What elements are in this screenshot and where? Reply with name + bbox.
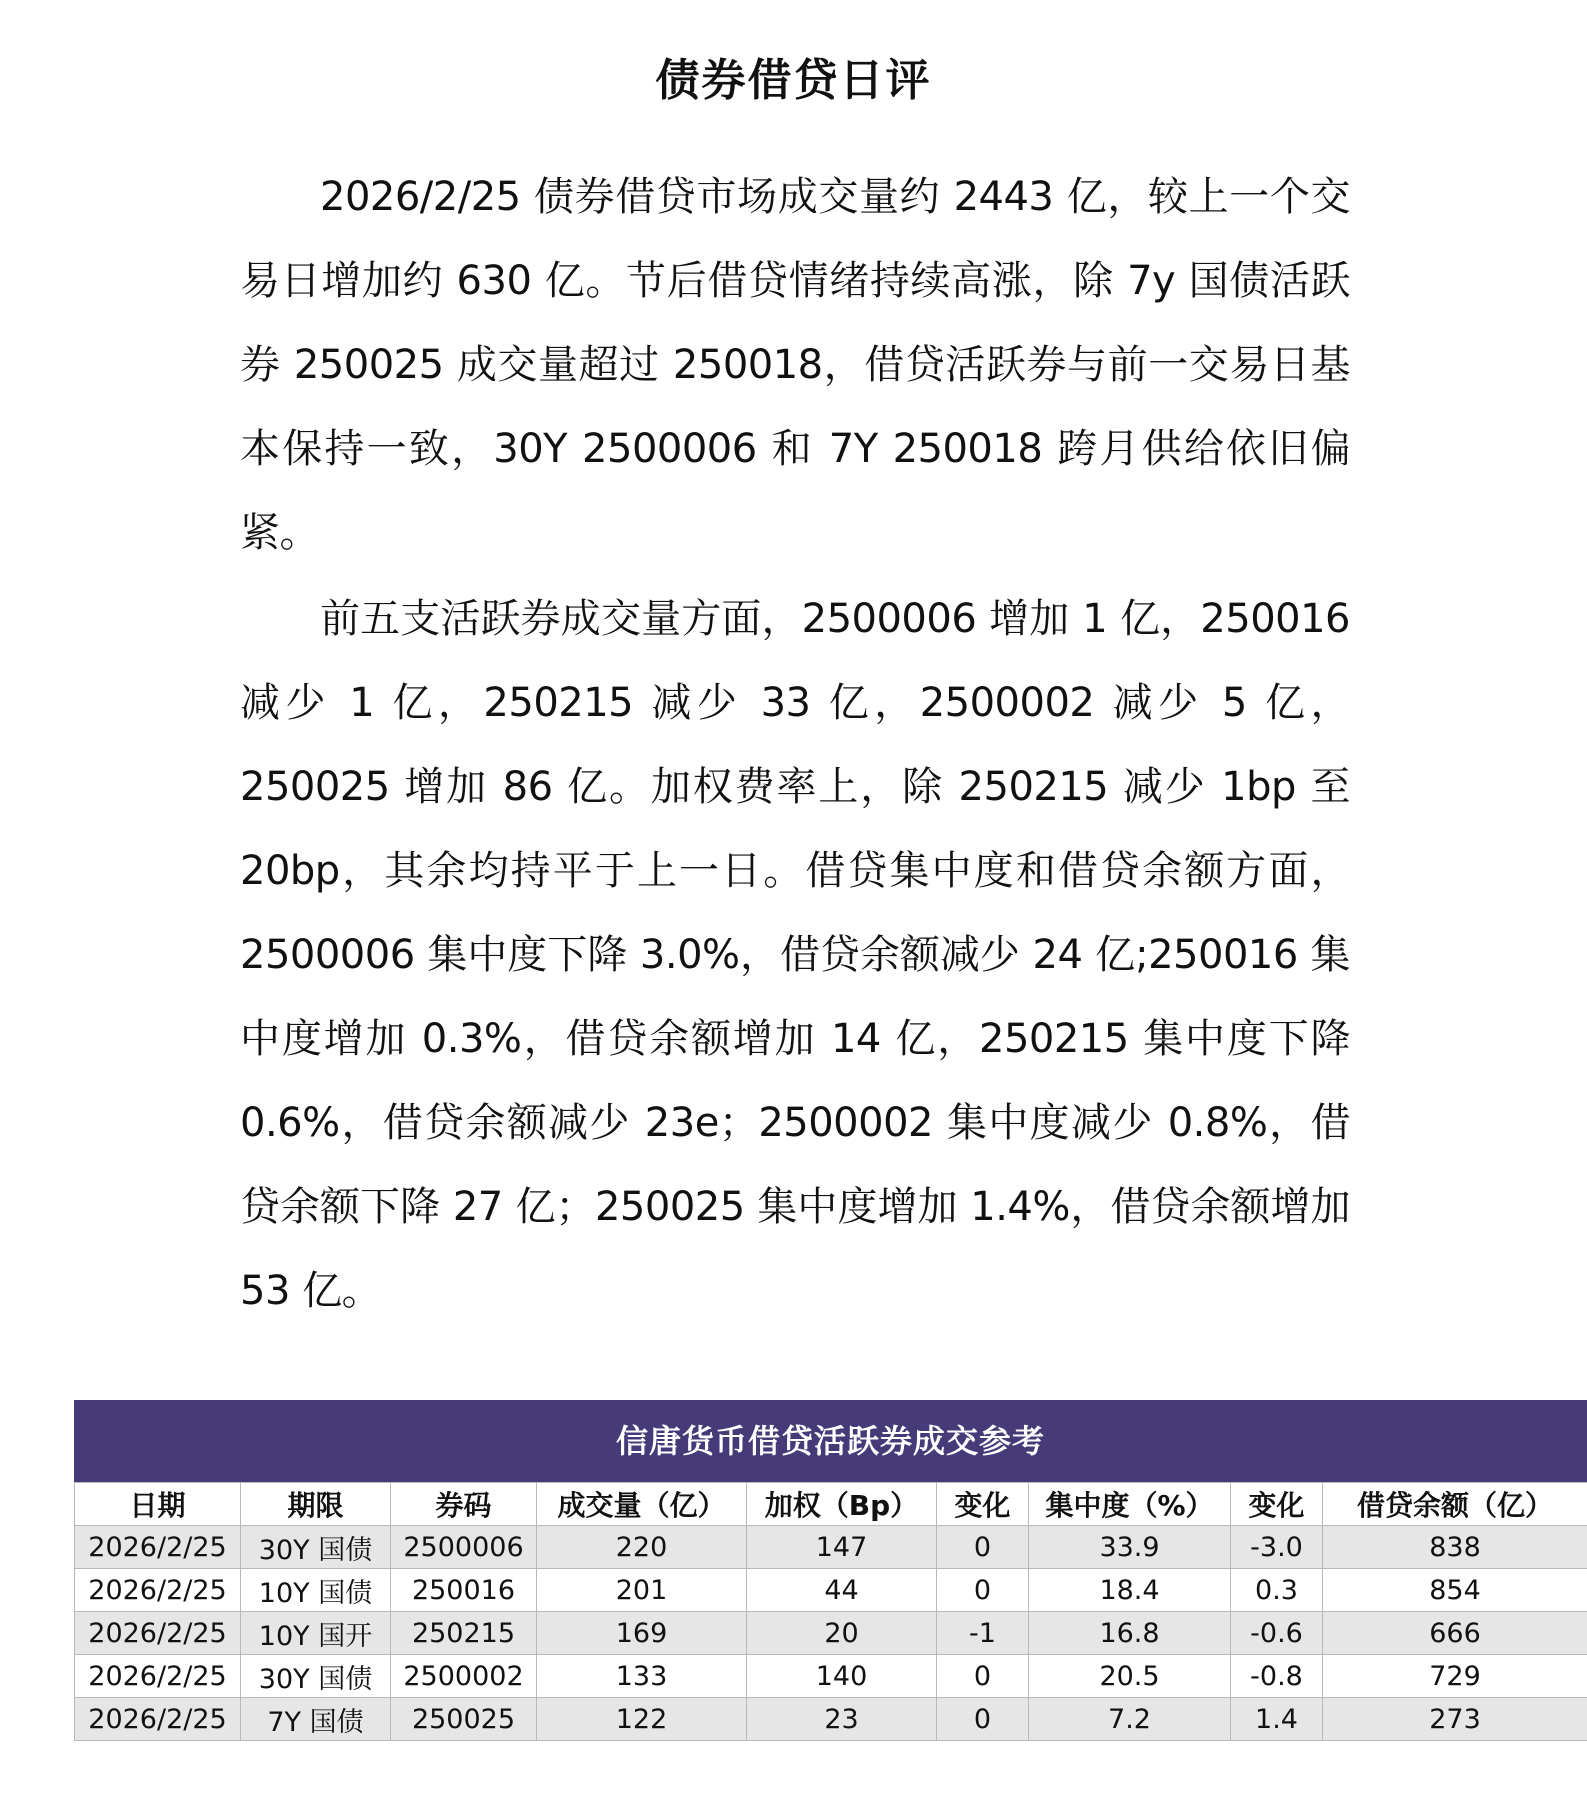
cell-tenor: 7Y 国债 [241, 1698, 391, 1741]
cell-bond-code: 250025 [391, 1698, 537, 1741]
cell-rate-change: 0 [937, 1569, 1029, 1612]
cell-volume: 201 [537, 1569, 747, 1612]
cell-rate-change: 0 [937, 1655, 1029, 1698]
cell-concentration-change: -0.6 [1231, 1612, 1323, 1655]
cell-rate-change: 0 [937, 1526, 1029, 1569]
header-volume: 成交量（亿） [537, 1483, 747, 1526]
cell-weighted-rate: 140 [747, 1655, 937, 1698]
cell-rate-change: -1 [937, 1612, 1029, 1655]
cell-concentration: 7.2 [1029, 1698, 1231, 1741]
paragraph-market-summary: 2026/2/25 债券借贷市场成交量约 2443 亿，较上一个交易日增加约 630 亿。节后借贷情绪持续高涨，除 7y 国债活跃券 250025 成交量超过 250018，借贷活跃券与前一交易日基本保持一致，30Y 2500006 和 7Y 250018 跨月供给依旧偏紧。 [240, 174, 1350, 556]
table-row [75, 1569, 1587, 1612]
cell-volume: 133 [537, 1655, 747, 1698]
cell-volume: 122 [537, 1698, 747, 1741]
header-bond-code: 券码 [391, 1483, 537, 1526]
cell-date: 2026/2/25 [75, 1612, 241, 1655]
cell-concentration-change: -3.0 [1231, 1526, 1323, 1569]
cell-concentration-change: 0.3 [1231, 1569, 1323, 1612]
cell-bond-code: 2500006 [391, 1526, 537, 1569]
cell-tenor: 10Y 国债 [241, 1569, 391, 1612]
header-rate-change: 变化 [937, 1483, 1029, 1526]
header-balance: 借贷余额（亿） [1323, 1483, 1587, 1526]
cell-bond-code: 2500002 [391, 1655, 537, 1698]
table-row [75, 1612, 1587, 1655]
cell-weighted-rate: 23 [747, 1698, 937, 1741]
report-body [240, 155, 1350, 1335]
cell-date: 2026/2/25 [75, 1698, 241, 1741]
cell-date: 2026/2/25 [75, 1569, 241, 1612]
header-concentration-change: 变化 [1231, 1483, 1323, 1526]
header-weighted-rate: 加权（Bp） [747, 1483, 937, 1526]
cell-bond-code: 250215 [391, 1612, 537, 1655]
header-concentration: 集中度（%） [1029, 1483, 1231, 1526]
cell-concentration-change: -0.8 [1231, 1655, 1323, 1698]
table-row [75, 1698, 1587, 1741]
cell-bond-code: 250016 [391, 1569, 537, 1612]
cell-concentration-change: 1.4 [1231, 1698, 1323, 1741]
cell-balance: 838 [1323, 1526, 1587, 1569]
cell-balance: 854 [1323, 1569, 1587, 1612]
paragraph-active-bonds: 前五支活跃券成交量方面，2500006 增加 1 亿，250016 减少 1 亿，250215 减少 33 亿，2500002 减少 5 亿，250025 增加 86 亿。加权费率上，除 250215 减少 1bp 至 20bp，其余均持平于上一日。借贷集中度和借贷余额方面，2500006 集中度下降 3.0%，借贷余额减少 24 亿;250016 集中度增加 0.3%，借贷余额增加 14 亿，250215 集中度下降 0.6%，借贷余额减少 23e；2500002 集中度减少 0.8%，借贷余额下降 27 亿；250025 集中度增加 1.4%，借贷余额增加 53 亿。 [240, 596, 1350, 1314]
cell-weighted-rate: 44 [747, 1569, 937, 1612]
table-header-row [75, 1483, 1587, 1526]
cell-date: 2026/2/25 [75, 1655, 241, 1698]
table-title: 信唐货币借贷活跃券成交参考 [74, 1400, 1587, 1482]
cell-concentration: 33.9 [1029, 1526, 1231, 1569]
lending-table-section [74, 1400, 1587, 1741]
table-row [75, 1655, 1587, 1698]
cell-tenor: 30Y 国债 [241, 1526, 391, 1569]
cell-rate-change: 0 [937, 1698, 1029, 1741]
lending-table [74, 1482, 1587, 1741]
cell-balance: 666 [1323, 1612, 1587, 1655]
cell-concentration: 18.4 [1029, 1569, 1231, 1612]
page-title: 债券借贷日评 [655, 55, 932, 106]
cell-balance: 273 [1323, 1698, 1587, 1741]
cell-concentration: 20.5 [1029, 1655, 1231, 1698]
header-tenor: 期限 [241, 1483, 391, 1526]
cell-weighted-rate: 20 [747, 1612, 937, 1655]
cell-tenor: 30Y 国债 [241, 1655, 391, 1698]
cell-concentration: 16.8 [1029, 1612, 1231, 1655]
cell-volume: 169 [537, 1612, 747, 1655]
cell-volume: 220 [537, 1526, 747, 1569]
header-date: 日期 [75, 1483, 241, 1526]
cell-tenor: 10Y 国开 [241, 1612, 391, 1655]
cell-weighted-rate: 147 [747, 1526, 937, 1569]
cell-balance: 729 [1323, 1655, 1587, 1698]
cell-date: 2026/2/25 [75, 1526, 241, 1569]
table-row [75, 1526, 1587, 1569]
